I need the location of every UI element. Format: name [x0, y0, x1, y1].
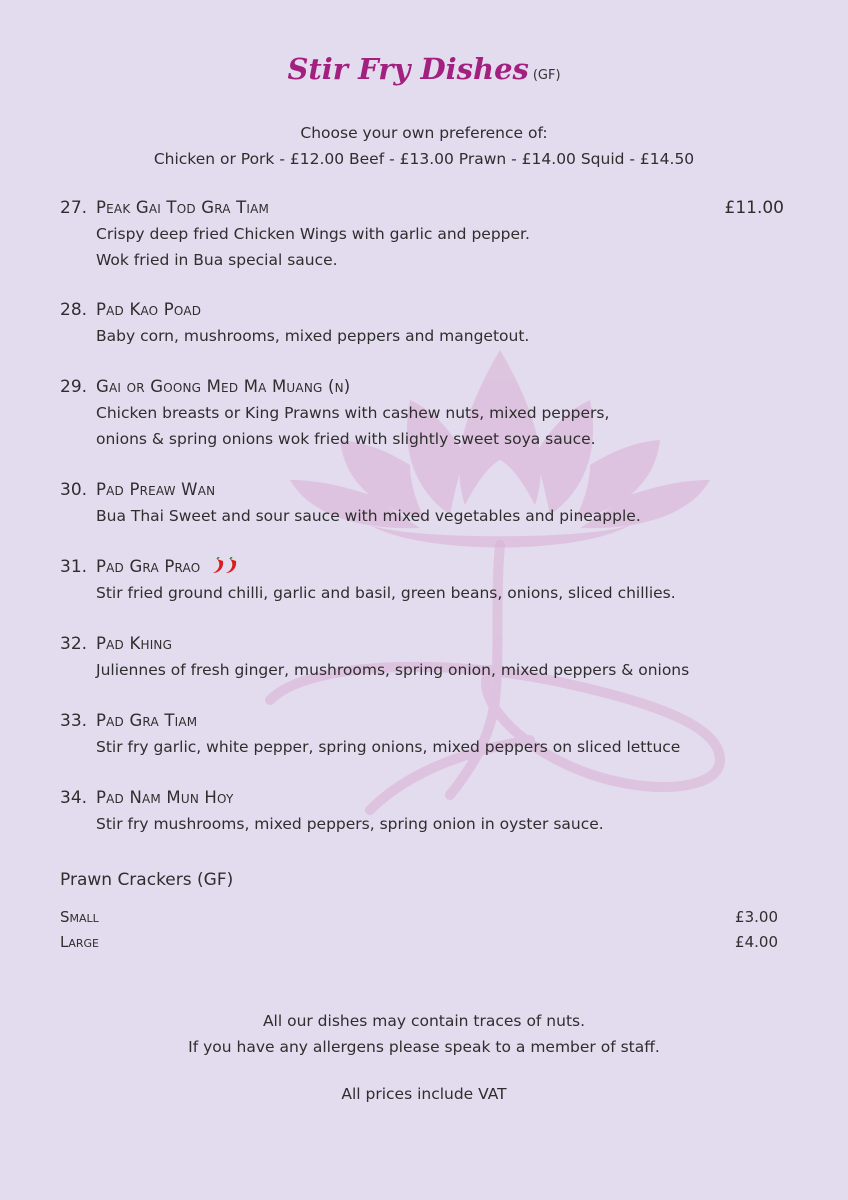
menu-item [60, 631, 790, 683]
size-price: £3.00 [735, 908, 778, 926]
allergen-advice: If you have any allergens please speak to a member of staff. [188, 1038, 660, 1056]
dish-number: 29. [60, 377, 88, 397]
dish-number: 30. [60, 480, 88, 500]
nuts-warning: All our dishes may contain traces of nuts. [262, 1012, 586, 1030]
dish-price: £11.00 [724, 198, 784, 218]
crackers-large-row [60, 933, 778, 951]
dish-number: 27. [60, 198, 88, 218]
dish-name: Gai or Goong Med Ma Muang (n) [96, 377, 351, 396]
menu-item [60, 297, 790, 349]
intro-line: Choose your own preference of: [300, 124, 548, 142]
dish-number: 31. [60, 557, 88, 577]
dish-description: Crispy deep fried Chicken Wings with garlic and pepper. [96, 225, 530, 243]
dish-name: Pad Gra Prao [96, 557, 201, 576]
dish-number: 32. [60, 634, 88, 654]
size-label: Small [60, 908, 99, 926]
dish-description: Stir fried ground chilli, garlic and basil, green beans, onions, sliced chillies. [96, 584, 676, 602]
dish-number: 33. [60, 711, 88, 731]
dish-description: Stir fry garlic, white pepper, spring onions, mixed peppers on sliced lettuce [96, 738, 681, 756]
dish-number: 28. [60, 300, 88, 320]
dish-number: 34. [60, 788, 88, 808]
protein-prices: Chicken or Pork - £12.00 Beef - £13.00 Prawn - £14.00 Squid - £14.50 [153, 150, 695, 168]
menu-item [60, 554, 790, 606]
allergen-notice [0, 1008, 848, 1060]
menu-item [60, 785, 790, 837]
dish-name: Pad Nam Mun Hoy [96, 788, 234, 807]
dish-name: Pad Kao Poad [96, 300, 202, 319]
dish-description: onions & spring onions wok fried with slightly sweet soya sauce. [96, 430, 596, 448]
dish-name: Pad Khing [96, 634, 173, 653]
menu-item [60, 195, 790, 273]
dish-description: Juliennes of fresh ginger, mushrooms, spring onion, mixed peppers & onions [96, 661, 690, 679]
dish-name: Pad Gra Tiam [96, 711, 198, 730]
gluten-free-note: (GF) [532, 68, 561, 83]
menu-item [60, 477, 790, 529]
dish-description: Bua Thai Sweet and sour sauce with mixed vegetables and pineapple. [96, 507, 641, 525]
size-label: Large [60, 933, 99, 951]
vat-note: All prices include VAT [341, 1085, 507, 1103]
dish-name: Pad Preaw Wan [96, 480, 216, 499]
dish-description: Baby corn, mushrooms, mixed peppers and mangetout. [96, 327, 530, 345]
dish-name: Peak Gai Tod Gra Tiam [96, 198, 270, 217]
dish-description: Stir fry mushrooms, mixed peppers, spring onion in oyster sauce. [96, 815, 604, 833]
menu-header [0, 52, 848, 86]
crackers-small-row [60, 908, 778, 926]
crackers-title: Prawn Crackers (GF) [60, 870, 234, 890]
preference-intro [0, 120, 848, 172]
menu-item [60, 374, 790, 452]
section-title: Stir Fry Dishes [287, 52, 529, 86]
dish-description: Wok fried in Bua special sauce. [96, 251, 338, 269]
menu-item [60, 708, 790, 760]
dish-description: Chicken breasts or King Prawns with cashew nuts, mixed peppers, [96, 404, 610, 422]
chilli-icon [211, 557, 241, 575]
size-price: £4.00 [735, 933, 778, 951]
